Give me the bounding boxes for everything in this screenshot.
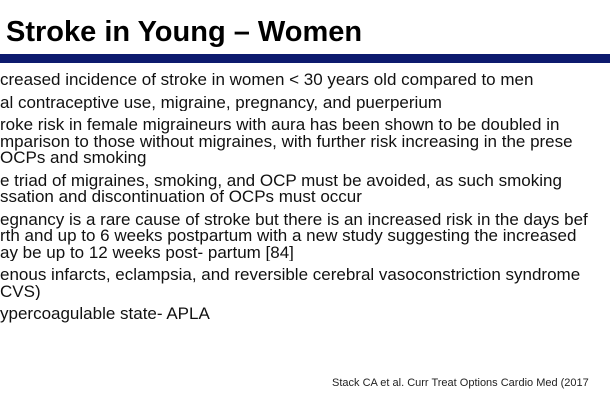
bullet-incidence (0, 72, 610, 89)
bullet-migraine-aura (0, 117, 610, 167)
bullet-line: rth and up to 6 weeks postpartum with a new study suggesting the increased (0, 226, 577, 245)
title-underline-bar (0, 54, 610, 63)
bullet-line: egnancy is a rare cause of stroke but there is an increased risk in the days bef (0, 211, 588, 229)
bullet-line: mparison to those without migraines, with further risk increasing in the prese (0, 131, 573, 151)
bullet-line: enous infarcts, eclampsia, and reversible cerebral vasoconstriction syndrome (0, 267, 581, 284)
bullet-hypercoagulable (0, 306, 610, 323)
bullet-pregnancy (0, 212, 610, 262)
slide-title: Stroke in Young – Women (6, 16, 363, 48)
bullet-line: al contraceptive use, migraine, pregnancy, and puerperium (0, 94, 442, 111)
bullet-line: creased incidence of stroke in women < 30 years old compared to men (0, 72, 534, 89)
bullet-line: CVS) (0, 281, 41, 300)
bullet-triad (0, 173, 610, 206)
bullet-list (0, 72, 610, 362)
bullet-line: roke risk in female migraineurs with aura has been shown to be doubled in (0, 117, 560, 134)
bullet-line: e triad of migraines, smoking, and OCP must be avoided, as such smoking (0, 172, 562, 190)
bullet-venous-infarcts (0, 267, 610, 300)
bullet-line: ay be up to 12 weeks post- partum [84] (0, 242, 294, 261)
bullet-line: ypercoagulable state- APLA (0, 306, 210, 323)
citation: Stack CA et al. Curr Treat Options Cardio Med (2017 (332, 377, 589, 389)
bullet-line: OCPs and smoking (0, 148, 147, 167)
bullet-risk-factors (0, 95, 610, 112)
bullet-line: ssation and discontinuation of OCPs must occur (0, 187, 362, 206)
